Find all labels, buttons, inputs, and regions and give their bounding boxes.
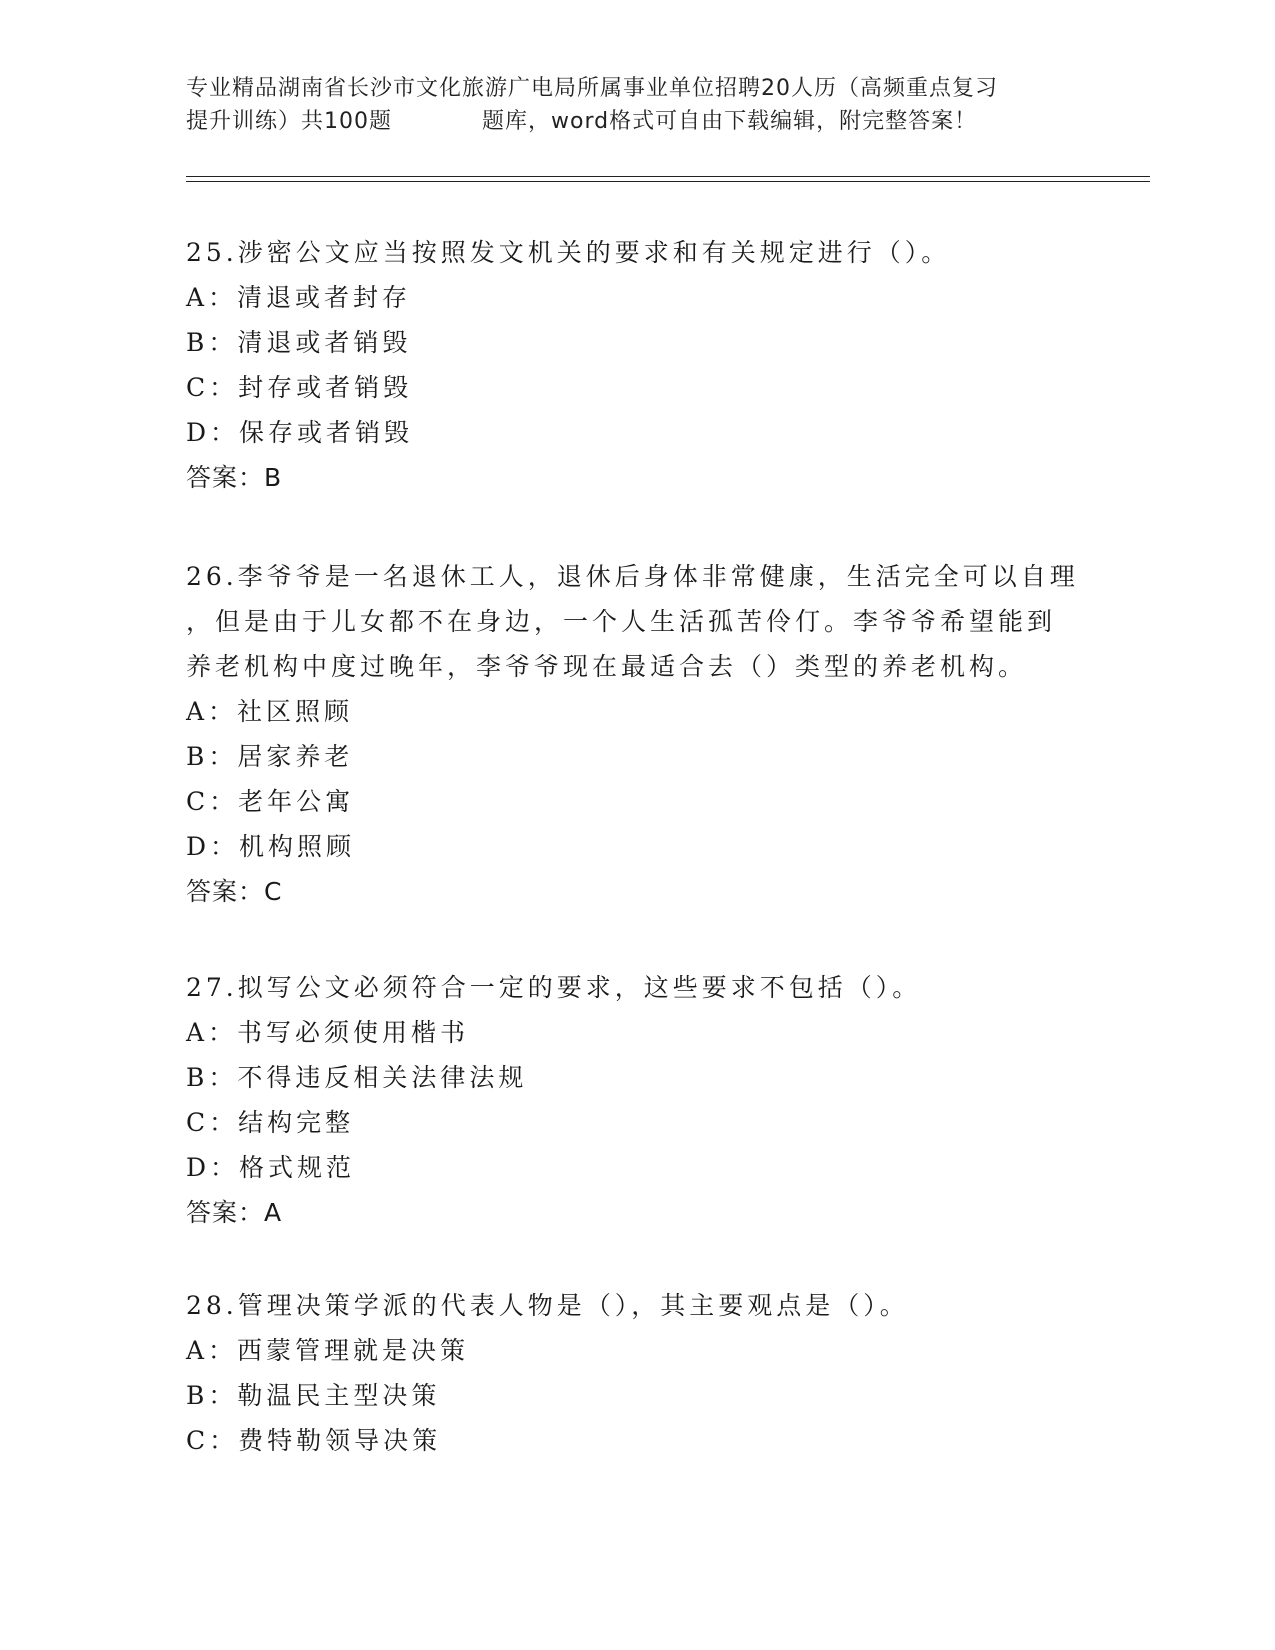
question-text-line-2: ，但是由于儿女都不在身边，一个人生活孤苦伶仃。李爷爷希望能到 xyxy=(186,607,1057,636)
option-a: A：社区照顾 xyxy=(186,697,354,726)
option-c: C：老年公寓 xyxy=(186,787,355,816)
header-rule-top xyxy=(186,176,1150,177)
answer: 答案：B xyxy=(186,463,283,492)
option-c: C：费特勒领导决策 xyxy=(186,1426,442,1455)
answer: 答案：C xyxy=(186,877,283,906)
option-d: D：格式规范 xyxy=(186,1153,356,1182)
option-a: A：清退或者封存 xyxy=(186,283,412,312)
option-a: A：西蒙管理就是决策 xyxy=(186,1336,470,1365)
question-text: 28.管理决策学派的代表人物是（），其主要观点是（）。 xyxy=(186,1291,909,1320)
header-line-1: 专业精品湖南省长沙市文化旅游广电局所属事业单位招聘20人历（高频重点复习 xyxy=(186,76,998,101)
option-b: B：不得违反相关法律法规 xyxy=(186,1063,528,1092)
question-25 xyxy=(186,230,1086,500)
header-line-2-part-a: 提升训练）共100题 xyxy=(186,109,392,134)
option-a: A：书写必须使用楷书 xyxy=(186,1018,470,1047)
header-line-2-part-b: 题库，word格式可自由下载编辑，附完整答案！ xyxy=(482,109,978,134)
document-header xyxy=(186,72,1086,138)
header-line-2 xyxy=(186,105,1086,138)
option-c: C：结构完整 xyxy=(186,1108,355,1137)
question-text-line-1: 26.李爷爷是一名退休工人，退休后身体非常健康，生活完全可以自理 xyxy=(186,562,1079,591)
question-27 xyxy=(186,965,1086,1235)
question-26 xyxy=(186,554,1086,914)
option-b: B：居家养老 xyxy=(186,742,354,771)
option-d: D：保存或者销毁 xyxy=(186,418,414,447)
question-28 xyxy=(186,1283,1086,1463)
option-b: B：勒温民主型决策 xyxy=(186,1381,441,1410)
option-b: B：清退或者销毁 xyxy=(186,328,412,357)
option-d: D：机构照顾 xyxy=(186,832,356,861)
question-text: 25.涉密公文应当按照发文机关的要求和有关规定进行（）。 xyxy=(186,238,951,267)
question-text-line-3: 养老机构中度过晚年，李爷爷现在最适合去（）类型的养老机构。 xyxy=(186,652,1028,681)
answer: 答案：A xyxy=(186,1198,283,1227)
header-rule-bottom xyxy=(186,181,1150,182)
option-c: C：封存或者销毁 xyxy=(186,373,413,402)
question-text: 27.拟写公文必须符合一定的要求，这些要求不包括（）。 xyxy=(186,973,922,1002)
